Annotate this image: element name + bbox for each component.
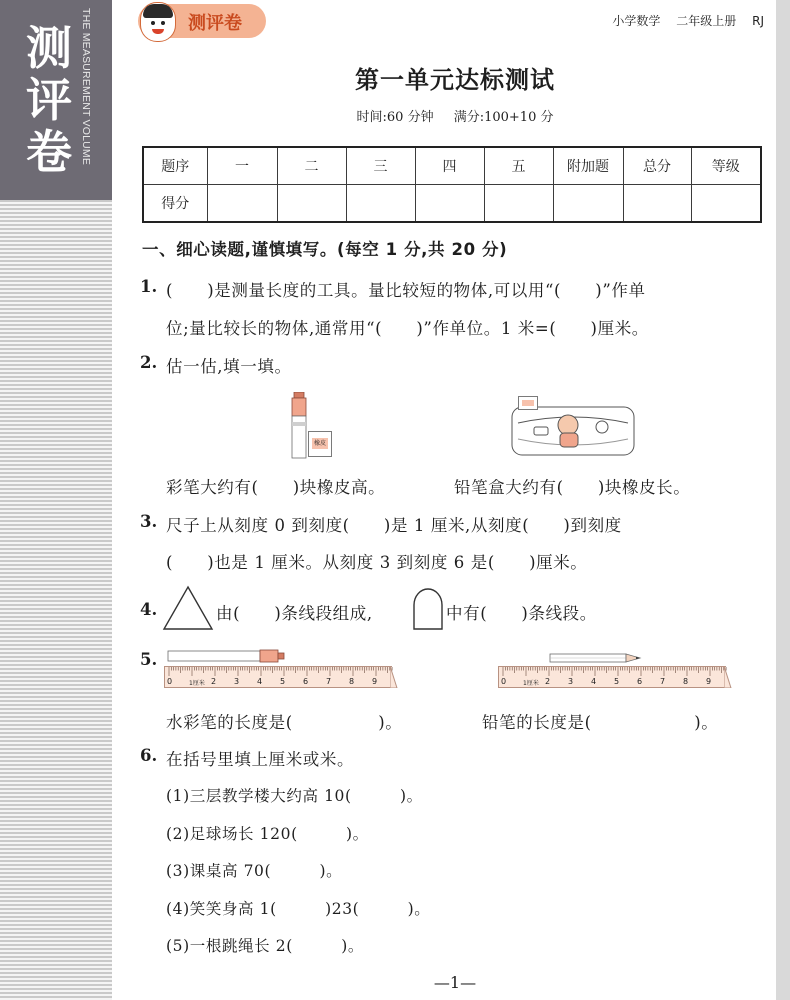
- score-row-label: 得分: [143, 185, 207, 223]
- question-number: 6.: [140, 746, 158, 765]
- score-cell[interactable]: [277, 185, 346, 223]
- ruler-tick-label: 8: [683, 677, 689, 686]
- q4-text-arch: 中有( )条线段。: [446, 604, 597, 623]
- ruler-tick-label: 8: [349, 677, 355, 686]
- ruler-right-end: [724, 666, 732, 688]
- ruler-tick-label: 1厘米: [189, 680, 205, 687]
- ruler-tick-label: 2: [211, 677, 217, 686]
- q6-item: (5)一根跳绳长 2( )。: [166, 937, 364, 955]
- ruler-tick-label: 7: [660, 677, 666, 686]
- question-number: 2.: [140, 353, 158, 372]
- score-cell[interactable]: [691, 185, 761, 223]
- question-number: 4.: [140, 600, 158, 619]
- ruler-left-end: [390, 666, 398, 688]
- table-header-cell: 总分: [623, 147, 691, 185]
- header-info: [600, 12, 764, 29]
- ruler-tick-label: 2: [545, 677, 551, 686]
- ruler-tick-label: 9: [706, 677, 712, 686]
- time-limit: 时间:60 分钟: [356, 110, 434, 125]
- q1-line2: 位;量比较长的物体,通常用“( )”作单位。1 米=( )厘米。: [166, 319, 649, 338]
- subtitle: [0, 106, 790, 125]
- score-cell[interactable]: [623, 185, 691, 223]
- logo-text: 测评卷: [188, 13, 242, 34]
- q6-item: (3)课桌高 70( )。: [166, 862, 343, 880]
- q6-text: 在括号里填上厘米或米。: [166, 750, 355, 769]
- q1-line1: ( )是测量长度的工具。量比较短的物体,可以用“( )”作单: [166, 281, 646, 300]
- section-heading: 一、细心读题,谨慎填写。(每空 1 分,共 20 分): [142, 240, 508, 259]
- ruler-tick-label: 9: [372, 677, 378, 686]
- sidebar-english: THE MEASUREMENT VOLUME: [80, 8, 92, 166]
- sidebar-title-char: 评: [26, 73, 72, 127]
- table-header-cell: 二: [277, 147, 346, 185]
- score-cell[interactable]: [484, 185, 553, 223]
- table-header-cell: 四: [415, 147, 484, 185]
- q6-item: (4)笑笑身高 1( )23( )。: [166, 900, 431, 918]
- ruler-tick-label: 6: [303, 677, 309, 686]
- q6-item: (2)足球场长 120( )。: [166, 825, 369, 843]
- page-title: 第一单元达标测试: [355, 65, 555, 94]
- table-header-cell: 五: [484, 147, 553, 185]
- q5-answer-pen: 水彩笔的长度是( )。: [166, 713, 403, 732]
- sidebar: [0, 0, 112, 1000]
- header-edition: RJ: [752, 14, 764, 28]
- q3-line2: ( )也是 1 厘米。从刻度 3 到刻度 6 是( )厘米。: [166, 553, 588, 572]
- eraser-icon: [308, 431, 332, 457]
- logo-badge: [138, 4, 266, 38]
- q2-caption-marker: 彩笔大约有( )块橡皮高。: [166, 478, 386, 497]
- arch-shape-icon: [410, 585, 446, 631]
- q6-item: (1)三层教学楼大约高 10( )。: [166, 787, 423, 805]
- q2-text: 估一估,填一填。: [166, 357, 292, 376]
- score-cell[interactable]: [207, 185, 277, 223]
- ruler-tick-label: 1厘米: [523, 680, 539, 687]
- ruler-tick-label: 7: [326, 677, 332, 686]
- table-header-cell: 题序: [143, 147, 207, 185]
- ruler-tick-label: 0: [167, 677, 173, 686]
- table-header-cell: 三: [346, 147, 415, 185]
- kid-face-icon: [140, 2, 176, 42]
- question-number: 5.: [140, 650, 158, 669]
- score-cell[interactable]: [346, 185, 415, 223]
- sidebar-title: [24, 22, 74, 178]
- ruler-tick-label: 4: [591, 677, 597, 686]
- question-number: 1.: [140, 277, 158, 296]
- ruler-tick-label: 6: [637, 677, 643, 686]
- ruler-tick-label: 5: [614, 677, 620, 686]
- sidebar-title-char: 测: [26, 21, 72, 75]
- table-header-cell: 一: [207, 147, 277, 185]
- score-cell[interactable]: [553, 185, 623, 223]
- table-header-cell: 附加题: [553, 147, 623, 185]
- ruler-right: [498, 666, 726, 688]
- page-edge: [776, 0, 790, 1000]
- ruler-tick-label: 4: [257, 677, 263, 686]
- q3-line1: 尺子上从刻度 0 到刻度( )是 1 厘米,从刻度( )到刻度: [166, 516, 622, 535]
- triangle-icon: [162, 585, 214, 631]
- q2-caption-pencil-case: 铅笔盒大约有( )块橡皮长。: [454, 478, 691, 497]
- watercolor-pen-icon: [166, 648, 288, 664]
- q5-answer-pencil: 铅笔的长度是( )。: [482, 713, 719, 732]
- table-header-cell: 等级: [691, 147, 761, 185]
- ruler-tick-label: 0: [501, 677, 507, 686]
- eraser-icon: [518, 396, 538, 410]
- full-score: 满分:100+10 分: [453, 110, 554, 125]
- ruler-tick-label: 3: [568, 677, 574, 686]
- eraser-label: 橡皮: [313, 440, 326, 447]
- q4-text-triangle: 由( )条线段组成,: [216, 604, 373, 623]
- score-table: [142, 146, 762, 223]
- ruler-left: [164, 666, 392, 688]
- header-subject: 小学数学: [612, 14, 661, 28]
- page-number: —1—: [433, 973, 477, 992]
- ruler-tick-label: 5: [280, 677, 286, 686]
- header-grade: 二年级上册: [676, 14, 737, 28]
- sidebar-title-char: 卷: [26, 125, 72, 179]
- score-cell[interactable]: [415, 185, 484, 223]
- question-number: 3.: [140, 512, 158, 531]
- pencil-icon: [548, 652, 644, 664]
- ruler-tick-label: 3: [234, 677, 240, 686]
